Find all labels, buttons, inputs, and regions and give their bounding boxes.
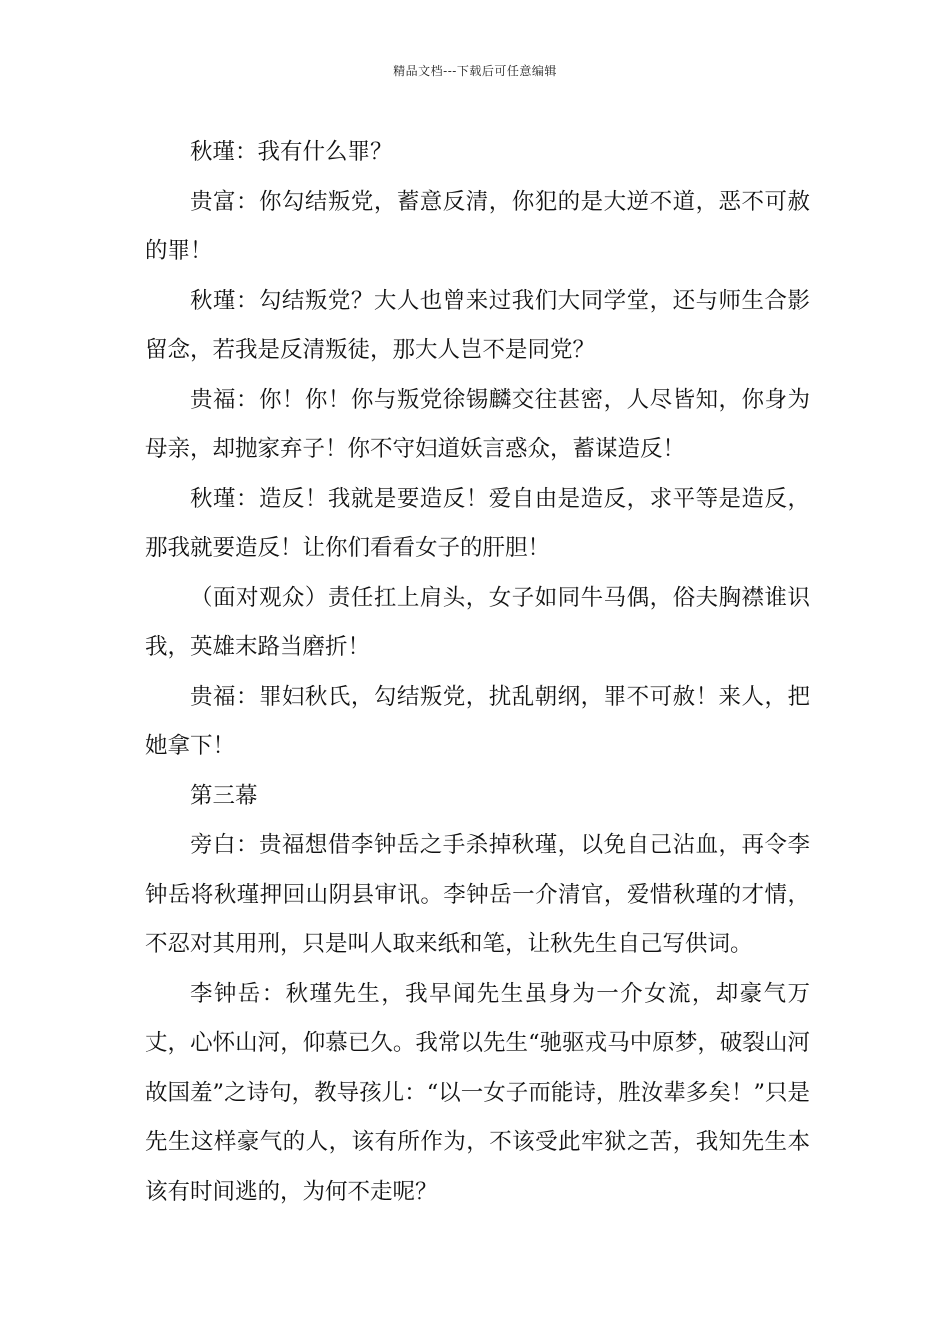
dialogue-paragraph: 秋瑾：造反！我就是要造反！爱自由是造反，求平等是造反，那我就要造反！让你们看看女子的肝胆！ xyxy=(145,485,810,561)
dialogue-paragraph: 贵福：罪妇秋氏，勾结叛党，扰乱朝纲，罪不可赦！来人，把她拿下！ xyxy=(145,683,810,759)
page-header: 精品文档---下载后可任意编辑 xyxy=(393,64,557,78)
act-heading: 第三幕 xyxy=(190,782,258,809)
dialogue-paragraph: 秋瑾：勾结叛党？大人也曾来过我们大同学堂，还与师生合影留念，若我是反清叛徒，那大人岂不是同党？ xyxy=(145,287,810,363)
narration-paragraph: 旁白：贵福想借李钟岳之手杀掉秋瑾，以免自己沾血，再令李钟岳将秋瑾押回山阴县审讯。李钟岳一介清官，爱惜秋瑾的才情，不忍对其用刑，只是叫人取来纸和笔，让秋先生自己写供词。 xyxy=(145,832,810,957)
document-body xyxy=(145,128,810,1217)
dialogue-paragraph: 贵福：你！你！你与叛党徐锡麟交往甚密，人尽皆知，你身为母亲，却抛家弃子！你不守妇道妖言惑众，蓄谋造反！ xyxy=(145,386,810,462)
dialogue-paragraph: 李钟岳：秋瑾先生，我早闻先生虽身为一介女流，却豪气万丈，心怀山河，仰慕已久。我常以先生“驰驱戎马中原梦，破裂山河故国羞”之诗句，教导孩儿：“以一女子而能诗，胜汝辈多矣！”只是先生这样豪气的人，该有所作为，不该受此牢狱之苦，我知先生本该有时间逃的，为何不走呢？ xyxy=(145,980,810,1205)
stage-direction-paragraph: （面对观众）责任扛上肩头，女子如同牛马偶，俗夫胸襟谁识我，英雄末路当磨折！ xyxy=(145,584,810,660)
dialogue-paragraph: 贵富：你勾结叛党，蓄意反清，你犯的是大逆不道，恶不可赦的罪！ xyxy=(145,188,810,264)
dialogue-paragraph: 秋瑾：我有什么罪？ xyxy=(190,139,393,165)
